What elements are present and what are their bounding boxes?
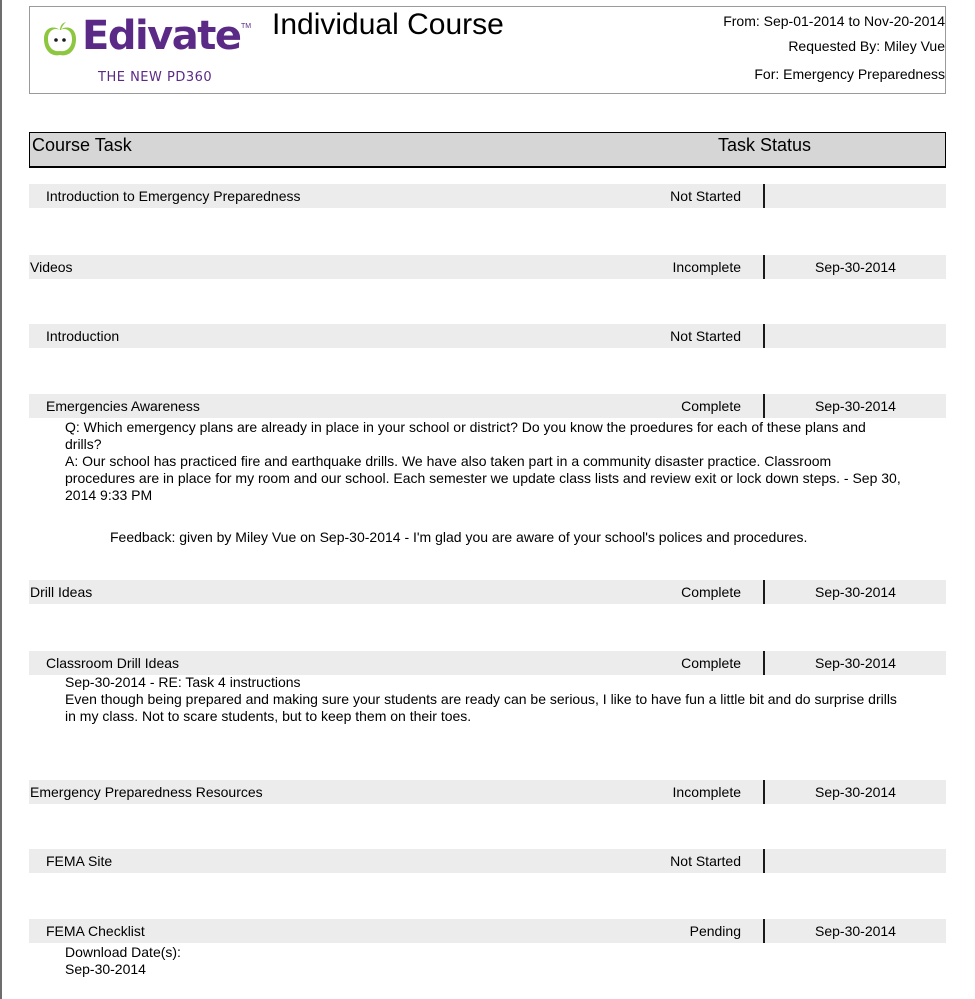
task-name: Videos: [30, 259, 73, 275]
date-range: From: Sep-01-2014 to Nov-20-2014: [723, 13, 945, 29]
column-divider: [763, 324, 765, 348]
column-divider: [763, 184, 765, 208]
task-status: Complete: [681, 655, 741, 671]
task-status: Not Started: [670, 188, 741, 204]
task-status: Complete: [681, 398, 741, 414]
logo-wordmark: Edivate: [82, 13, 241, 59]
table-row: [29, 780, 946, 804]
table-row: [29, 919, 946, 943]
column-header-status: Task Status: [718, 135, 812, 155]
task-status: Incomplete: [672, 259, 741, 275]
report-header: [29, 6, 946, 94]
task-name: FEMA Checklist: [46, 923, 145, 939]
column-divider: [763, 849, 765, 873]
task-date: Sep-30-2014: [815, 398, 896, 414]
table-row: [29, 849, 946, 873]
task-name: Emergency Preparedness Resources: [30, 784, 263, 800]
table-row: [29, 255, 946, 279]
task-name: Introduction to Emergency Preparedness: [46, 188, 301, 204]
report-title: Individual Course: [272, 8, 504, 41]
task-status: Pending: [689, 923, 741, 939]
comment-header: Sep-30-2014 - RE: Task 4 instructions: [65, 674, 301, 690]
comment-text: in my class. Not to scare students, but to keep them on their toes.: [65, 708, 472, 724]
task-name: Introduction: [46, 328, 120, 344]
question-text: Q: Which emergency plans are already in place in your school or district? Do you know the proedures for each of these plans and: [65, 419, 866, 435]
download-label: Download Date(s):: [65, 944, 181, 960]
download-date: Sep-30-2014: [65, 961, 146, 977]
question-text: drills?: [65, 436, 102, 452]
task-name: Emergencies Awareness: [46, 398, 200, 414]
table-row: [29, 324, 946, 348]
logo-subtitle: THE NEW PD360: [98, 70, 213, 85]
task-status: Incomplete: [672, 784, 741, 800]
course-name: For: Emergency Preparedness: [754, 66, 945, 82]
task-date: Sep-30-2014: [815, 259, 896, 275]
task-date: Sep-30-2014: [815, 784, 896, 800]
table-header: [29, 132, 946, 168]
task-name: Classroom Drill Ideas: [46, 655, 180, 671]
answer-text: procedures are in place for my room and our school. Each semester we update class lists and review exit or lock down steps. - Sep 30,: [65, 470, 901, 486]
task-status: Complete: [681, 584, 741, 600]
edivate-logo: [42, 15, 252, 87]
task-date: Sep-30-2014: [815, 584, 896, 600]
apple-icon: [42, 21, 78, 59]
task-name: FEMA Site: [46, 853, 113, 869]
comment-text: Even though being prepared and making sure your students are ready can be serious, I like to have fun a little bit and do surprise drills: [65, 691, 897, 707]
page-left-border: [0, 0, 2, 999]
task-date: Sep-30-2014: [815, 655, 896, 671]
task-status: Not Started: [670, 853, 741, 869]
table-row: [29, 651, 946, 675]
column-header-task: Course Task: [32, 135, 132, 155]
requested-by: Requested By: Miley Vue: [788, 38, 945, 54]
table-row: [29, 580, 946, 604]
task-status: Not Started: [670, 328, 741, 344]
answer-text: 2014 9:33 PM: [65, 487, 153, 503]
task-name: Drill Ideas: [30, 584, 93, 600]
answer-text: A: Our school has practiced fire and earthquake drills. We have also taken part in a community disaster practice. Classroom: [65, 453, 832, 469]
task-date: Sep-30-2014: [815, 923, 896, 939]
feedback-text: Feedback: given by Miley Vue on Sep-30-2014 - I'm glad you are aware of your school's polices and procedures.: [110, 529, 808, 545]
logo-trademark: TM: [241, 23, 252, 30]
table-row: [29, 184, 946, 208]
table-row: [29, 394, 946, 418]
